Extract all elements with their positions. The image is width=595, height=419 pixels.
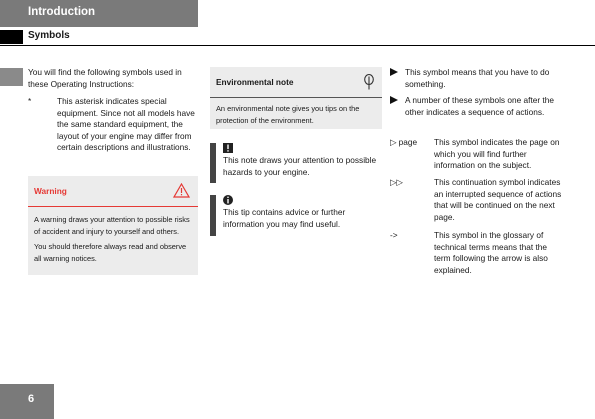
asterisk-symbol: *	[28, 96, 32, 106]
arrow-item-text: A number of these symbols one after the other indicates a sequence of actions.	[405, 95, 554, 117]
tip-note	[210, 195, 382, 236]
page-number-bar	[0, 384, 54, 419]
hazard-note	[210, 143, 382, 183]
intro-column	[28, 67, 200, 154]
arrow-item-text: This symbol means that you have to do something.	[405, 67, 550, 89]
action-arrow-icon	[390, 68, 398, 76]
symbol-description: This symbol in the glossary of technical terms means that the term following the arrow is also explained.	[434, 230, 548, 275]
arrow-list-item	[390, 95, 565, 118]
warning-triangle-icon	[173, 183, 190, 198]
asterisk-item	[28, 96, 200, 154]
symbol-description: This continuation symbol indicates an interrupted sequence of actions that will be continued on the next page.	[434, 177, 562, 222]
note-bar	[210, 195, 216, 236]
environmental-header	[210, 67, 382, 97]
section-title: Symbols	[28, 30, 70, 41]
symbol-glossary-arrow: ->	[390, 230, 398, 240]
chapter-title: Introduction	[28, 6, 96, 18]
section-marker	[0, 30, 23, 44]
leaf-icon	[363, 73, 375, 91]
warning-paragraph: You should therefore always read and observe all warning notices.	[34, 241, 187, 264]
section-divider	[0, 45, 595, 46]
page-number: 6	[28, 393, 35, 405]
environmental-note-box	[210, 67, 382, 129]
symbol-page-ref: ▷ page	[390, 137, 418, 147]
environmental-title: Environmental note	[216, 77, 294, 87]
action-arrow-icon	[390, 96, 398, 104]
side-tab-marker	[0, 68, 23, 86]
symbol-continuation: ▷▷	[390, 177, 403, 187]
hazard-note-text: This note draws your attention to possible hazards to your engine.	[223, 155, 377, 177]
arrow-list-item	[390, 67, 565, 90]
exclamation-icon	[223, 143, 233, 153]
tip-note-text: This tip contains advice or further information you may find useful.	[223, 207, 346, 229]
asterisk-text: This asterisk indicates special equipment. Since not all models have the same standard equipment, the layout of your engine may differ from certain descriptions and illustrations.	[57, 96, 195, 152]
info-icon	[223, 195, 233, 205]
warning-header	[28, 176, 198, 206]
note-bar	[210, 143, 216, 183]
intro-paragraph: You will find the following symbols used in these Operating Instructions:	[28, 67, 182, 89]
warning-body	[28, 207, 198, 270]
warning-box	[28, 176, 198, 275]
environmental-text: An environmental note gives you tips on the protection of the environment.	[216, 104, 360, 126]
warning-title: Warning	[34, 186, 67, 196]
warning-paragraph: A warning draws your attention to possible risks of accident and injury to yourself and others.	[34, 215, 190, 237]
symbol-description: This symbol indicates the page on which you will find further information on the subject.	[434, 137, 560, 170]
